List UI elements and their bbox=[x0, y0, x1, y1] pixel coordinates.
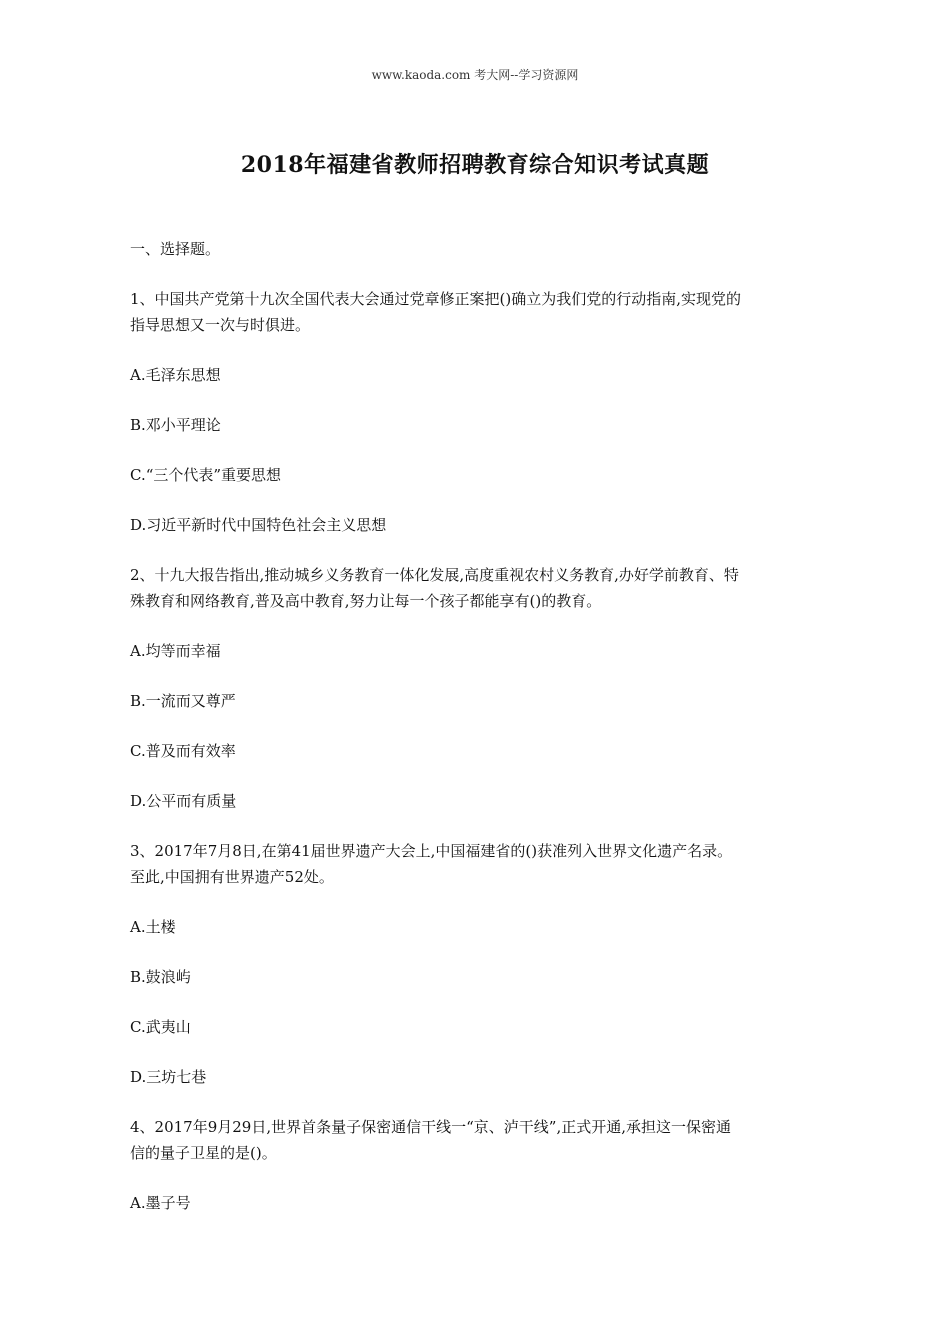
section-heading: 一、选择题。 bbox=[130, 240, 221, 258]
question-4-stem-line-2: 信的量子卫星的是()。 bbox=[130, 1144, 277, 1162]
question-3-option-b: B.鼓浪屿 bbox=[130, 968, 191, 986]
question-3-stem-line-1: 3、2017年7月8日,在第41届世界遗产大会上,中国福建省的()获准列入世界文化遗产名录。 bbox=[130, 842, 733, 860]
question-2-option-c: C.普及而有效率 bbox=[130, 742, 236, 760]
document-body bbox=[130, 236, 825, 1240]
question-1-option-d: D.习近平新时代中国特色社会主义思想 bbox=[130, 516, 387, 534]
question-1-stem-line-1: 1、中国共产党第十九次全国代表大会通过党章修正案把()确立为我们党的行动指南,实现党的 bbox=[130, 290, 742, 308]
question-2-option-b: B.一流而又尊严 bbox=[130, 692, 236, 710]
question-3-option-a: A.土楼 bbox=[130, 918, 176, 936]
question-3-option-d: D.三坊七巷 bbox=[130, 1068, 207, 1086]
question-3-stem-line-2: 至此,中国拥有世界遗产52处。 bbox=[130, 868, 334, 886]
question-1 bbox=[130, 286, 825, 338]
question-2-stem-line-2: 殊教育和网络教育,普及高中教育,努力让每一个孩子都能享有()的教育。 bbox=[130, 592, 602, 610]
question-3-option-c: C.武夷山 bbox=[130, 1018, 191, 1036]
question-4-stem-line-1: 4、2017年9月29日,世界首条量子保密通信干线一“京、泸干线”,正式开通,承担这一保密通 bbox=[130, 1118, 731, 1136]
question-1-option-c: C.“三个代表”重要思想 bbox=[130, 466, 282, 484]
question-2 bbox=[130, 562, 825, 614]
question-3 bbox=[130, 838, 825, 890]
question-1-stem-line-2: 指导思想又一次与时俱进。 bbox=[130, 316, 311, 334]
question-2-stem-line-1: 2、十九大报告指出,推动城乡义务教育一体化发展,高度重视农村义务教育,办好学前教育、特 bbox=[130, 566, 739, 584]
document-title: 2018年福建省教师招聘教育综合知识考试真题 bbox=[240, 152, 710, 178]
question-2-option-d: D.公平而有质量 bbox=[130, 792, 237, 810]
question-4 bbox=[130, 1114, 825, 1166]
question-2-option-a: A.均等而幸福 bbox=[130, 642, 221, 660]
question-1-option-b: B.邓小平理论 bbox=[130, 416, 221, 434]
question-4-option-a: A.墨子号 bbox=[130, 1194, 191, 1212]
question-1-option-a: A.毛泽东思想 bbox=[130, 366, 221, 384]
site-header: www.kaoda.com 考大网--学习资源网 bbox=[371, 68, 579, 82]
